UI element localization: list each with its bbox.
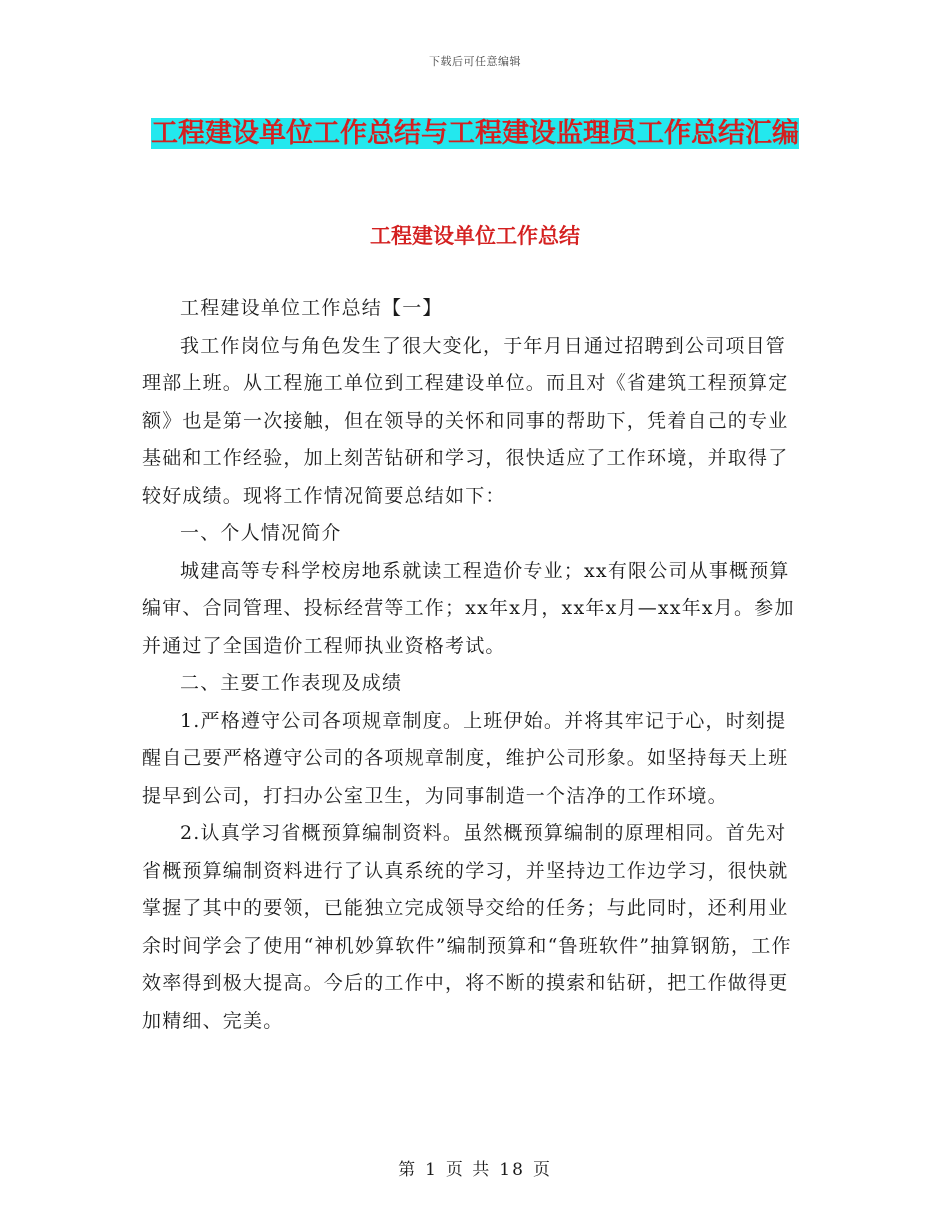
paragraph-personal-info: 城建高等专科学校房地系就读工程造价专业；xx有限公司从事概预算编审、合同管理、投标经营等工作；xx年x月，xx年x月—xx年x月。参加并通过了全国造价工程师执业资格考试。: [142, 559, 795, 657]
section-title: 工程建设单位工作总结: [370, 224, 580, 248]
heading-personal-info: 一、个人情况简介: [180, 522, 342, 544]
page-footer: [0, 1155, 950, 1180]
document-title-text: 工程建设单位工作总结与工程建设监理员工作总结汇编: [151, 118, 799, 149]
footer-middle: 页 共: [445, 1160, 492, 1180]
paragraph-intro: 我工作岗位与角色发生了很大变化，于年月日通过招聘到公司项目管理部上班。从工程施工单位到工程建设单位。而且对《省建筑工程预算定额》也是第一次接触，但在领导的关怀和同事的帮助下，凭着自己的专业基础和工作经验，加上刻苦钻研和学习，很快适应了工作环境，并取得了较好成绩。现将工作情况简要总结如下：: [142, 334, 789, 507]
document-title: [140, 110, 810, 158]
footer-prefix: 第: [398, 1160, 418, 1180]
paragraph-item-2: 2.认真学习省概预算编制资料。虽然概预算编制的原理相同。首先对省概预算编制资料进行了认真系统的学习，并坚持边工作边学习，很快就掌握了其中的要领，已能独立完成领导交给的任务；与此同时，还利用业余时间学会了使用“神机妙算软件”编制预算和“鲁班软件”抽算钢筋，工作效率得到极大提高。今后的工作中，将不断的摸索和钻研，把工作做得更加精细、完美。: [142, 822, 792, 1032]
heading-main-work: 二、主要工作表现及成绩: [180, 672, 403, 694]
paragraph-item-1: 1.严格遵守公司各项规章制度。上班伊始。并将其牢记于心，时刻提醒自己要严格遵守公司的各项规章制度，维护公司形象。如坚持每天上班提早到公司，打扫办公室卫生，为同事制造一个洁净的工作环境。: [142, 709, 789, 807]
footer-total-pages: 18: [499, 1160, 525, 1180]
document-body: [142, 290, 806, 1040]
header-note: 下载后可任意编辑: [429, 55, 521, 68]
footer-page-number: 1: [425, 1160, 438, 1180]
paragraph-subtitle: 工程建设单位工作总结【一】: [180, 297, 443, 319]
footer-suffix: 页: [532, 1160, 552, 1180]
